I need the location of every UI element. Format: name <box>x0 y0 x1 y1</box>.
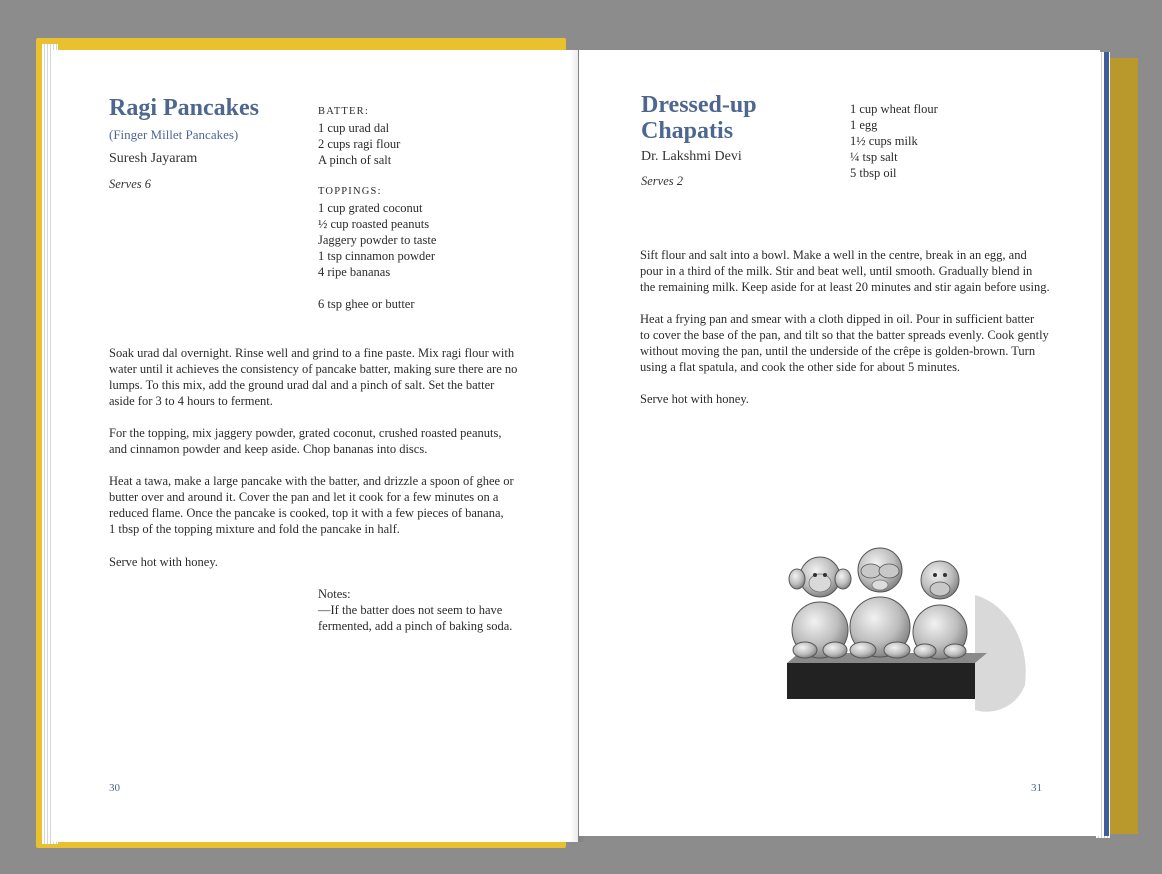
extra-ingredient <box>318 296 415 312</box>
recipe-serves: Serves 2 <box>641 174 683 188</box>
recipe-title-line: Dressed-up <box>641 92 757 118</box>
method-line: Serve hot with honey. <box>640 392 749 406</box>
method-line: Serve hot with honey. <box>109 555 218 569</box>
ingredient-item: 1 cup urad dal <box>318 121 390 135</box>
method-line: aside for 3 to 4 hours to ferment. <box>109 394 273 408</box>
recipe-serves: Serves 6 <box>109 177 151 191</box>
method-line: and cinnamon powder and keep aside. Chop bananas into discs. <box>109 442 428 456</box>
ingredient-item: 1½ cups milk <box>850 134 918 148</box>
method-line: water until it achieves the consistency of pancake batter, making sure there are no <box>109 362 518 376</box>
ingredient-item: A pinch of salt <box>318 153 392 167</box>
ingredient-item: ½ cup roasted peanuts <box>318 217 430 231</box>
ribbon-edge <box>1104 52 1109 836</box>
method-paragraph <box>109 345 517 409</box>
method-line: the remaining milk. Keep aside for at least 20 minutes and stir again before using. <box>640 280 1050 294</box>
ingredient-item: 4 ripe bananas <box>318 265 391 279</box>
page-number: 30 <box>109 782 120 794</box>
ingredient-item: 1 egg <box>850 118 878 132</box>
toppings-list <box>318 184 436 280</box>
ingredient-item: Jaggery powder to taste <box>318 233 437 247</box>
recipe-title-line: Chapatis <box>641 118 734 144</box>
method-line: 1 tbsp of the topping mixture and fold the pancake in half. <box>109 522 400 536</box>
recipe-title: Ragi Pancakes <box>109 95 259 121</box>
ingredients-list <box>850 101 938 181</box>
ingredient-item: 2 cups ragi flour <box>318 137 401 151</box>
method-paragraph <box>640 391 749 407</box>
method-line: reduced flame. Once the pancake is cooked, top it with a few pieces of banana, <box>109 506 504 520</box>
method-paragraph <box>109 473 514 537</box>
page-number: 31 <box>1031 782 1042 794</box>
notes <box>318 586 512 634</box>
recipe-author: Suresh Jayaram <box>109 151 198 166</box>
method-paragraph <box>109 425 501 457</box>
batter-heading: BATTER: <box>318 106 369 117</box>
recipe-title <box>641 92 757 144</box>
three-wise-monkeys-icon <box>775 535 1035 725</box>
method-line: For the topping, mix jaggery powder, grated coconut, crushed roasted peanuts, <box>109 426 502 440</box>
method-paragraph <box>640 311 1049 375</box>
ingredient-item: ¼ tsp salt <box>850 150 898 164</box>
method-paragraph <box>109 554 218 570</box>
method-line: using a flat spatula, and cook the other side for about 5 minutes. <box>640 360 961 374</box>
method-paragraph <box>640 247 1050 295</box>
right-page <box>579 50 1100 836</box>
method-line: Soak urad dal overnight. Rinse well and grind to a fine paste. Mix ragi flour with <box>109 346 515 360</box>
method-line: pour in a third of the milk. Stir and beat well, until smooth. Gradually blend in <box>640 264 1033 278</box>
method-line: Sift flour and salt into a bowl. Make a well in the centre, break in an egg, and <box>640 248 1027 262</box>
method-line: to cover the base of the pan, and tilt so that the batter spreads evenly. Cook gently <box>640 328 1049 342</box>
method-line: Heat a frying pan and smear with a cloth dipped in oil. Pour in sufficient batter <box>640 312 1035 326</box>
recipe-author: Dr. Lakshmi Devi <box>641 149 742 164</box>
ingredient-item: 1 cup grated coconut <box>318 201 423 215</box>
ingredient-item: 6 tsp ghee or butter <box>318 297 415 311</box>
ingredient-item: 5 tbsp oil <box>850 166 897 180</box>
toppings-heading: TOPPINGS: <box>318 186 382 197</box>
left-page <box>52 50 578 842</box>
method-line: without moving the pan, until the underside of the crêpe is golden-brown. Turn <box>640 344 1036 358</box>
ingredient-item: 1 tsp cinnamon powder <box>318 249 435 263</box>
notes-line: fermented, add a pinch of baking soda. <box>318 619 513 633</box>
notes-heading: Notes: <box>318 587 351 601</box>
recipe-subtitle: (Finger Millet Pancakes) <box>109 127 239 142</box>
method-line: Heat a tawa, make a large pancake with the batter, and drizzle a spoon of ghee or <box>109 474 514 488</box>
ingredient-item: 1 cup wheat flour <box>850 102 938 116</box>
batter-list <box>318 104 400 168</box>
method-line: butter over and around it. Cover the pan and let it cook for a few minutes on a <box>109 490 499 504</box>
notes-line: —If the batter does not seem to have <box>318 603 503 617</box>
method-line: lumps. To this mix, add the ground urad dal and a pinch of salt. Set the batter <box>109 378 495 392</box>
